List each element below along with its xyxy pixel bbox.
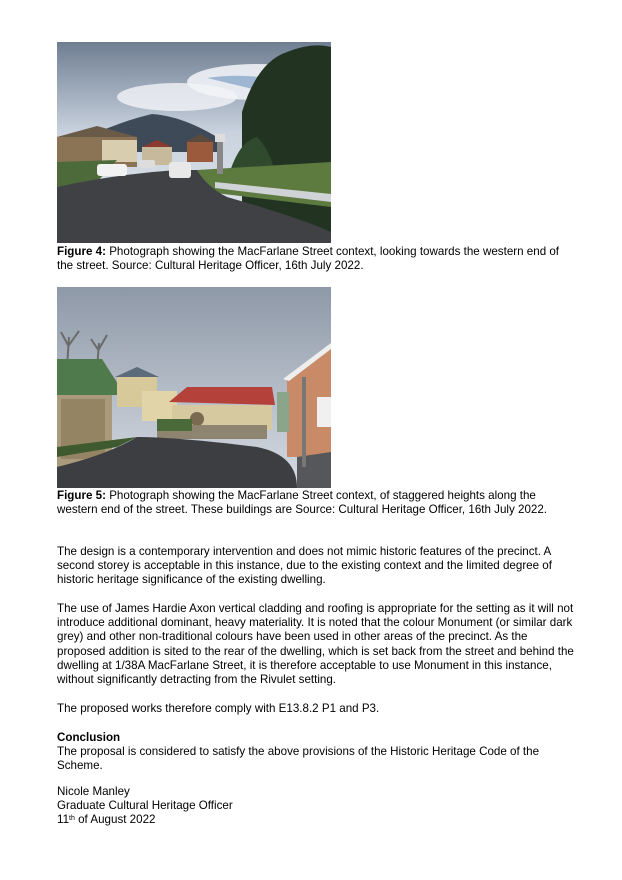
- figure-4-caption: [57, 245, 575, 273]
- figure-5-caption: [57, 489, 575, 517]
- figure-5-photo: [57, 287, 331, 488]
- date-suffix: th: [69, 815, 75, 822]
- paragraph-design: The design is a contemporary intervention and does not mimic historic features of the precinct. A second storey is acceptable in this instance, due to the existing context and the limited degree of historic heritage significance of the existing dwelling.: [57, 545, 552, 587]
- paragraph-compliance: The proposed works therefore comply with E13.8.2 P1 and P3.: [57, 702, 380, 715]
- figure-4-photo: [57, 42, 331, 243]
- signature-name: Nicole Manley: [57, 785, 130, 798]
- conclusion-text: The proposal is considered to satisfy the above provisions of the Historic Heritage Code of the Scheme.: [57, 745, 540, 773]
- date-rest: of August 2022: [74, 813, 156, 826]
- figure-5-label: Figure 5:: [57, 489, 106, 502]
- figure-4-label: Figure 4:: [57, 245, 106, 258]
- conclusion-heading: Conclusion: [57, 731, 121, 744]
- date-day: 11: [57, 813, 70, 826]
- figure-4-caption-text: Photograph showing the MacFarlane Street context, looking towards the western end of the street. Source: Cultural Heritage Officer, 16th July 2022.: [57, 245, 560, 273]
- signature-date: [57, 813, 575, 827]
- signature-title: Graduate Cultural Heritage Officer: [57, 799, 233, 812]
- figure-5-caption-text: Photograph showing the MacFarlane Street context, of staggered heights along the western end of the street. These buildings are Source: Cultural Heritage Officer, 16th July 2022.: [57, 489, 548, 517]
- paragraph-materials: The use of James Hardie Axon vertical cladding and roofing is appropriate for the setting as it will not introduce additional dominant, heavy materiality. It is noted that the colour Monument (or similar dark grey) and other non-traditional colours have been used in other areas of the precinct. As the proposed addition is sited to the rear of the dwelling, which is set back from the street and behind the dwelling at 1/38A MacFarlane Street, it is therefore acceptable to use Monument in this instance, without significantly detracting from the Rivulet setting.: [57, 602, 574, 687]
